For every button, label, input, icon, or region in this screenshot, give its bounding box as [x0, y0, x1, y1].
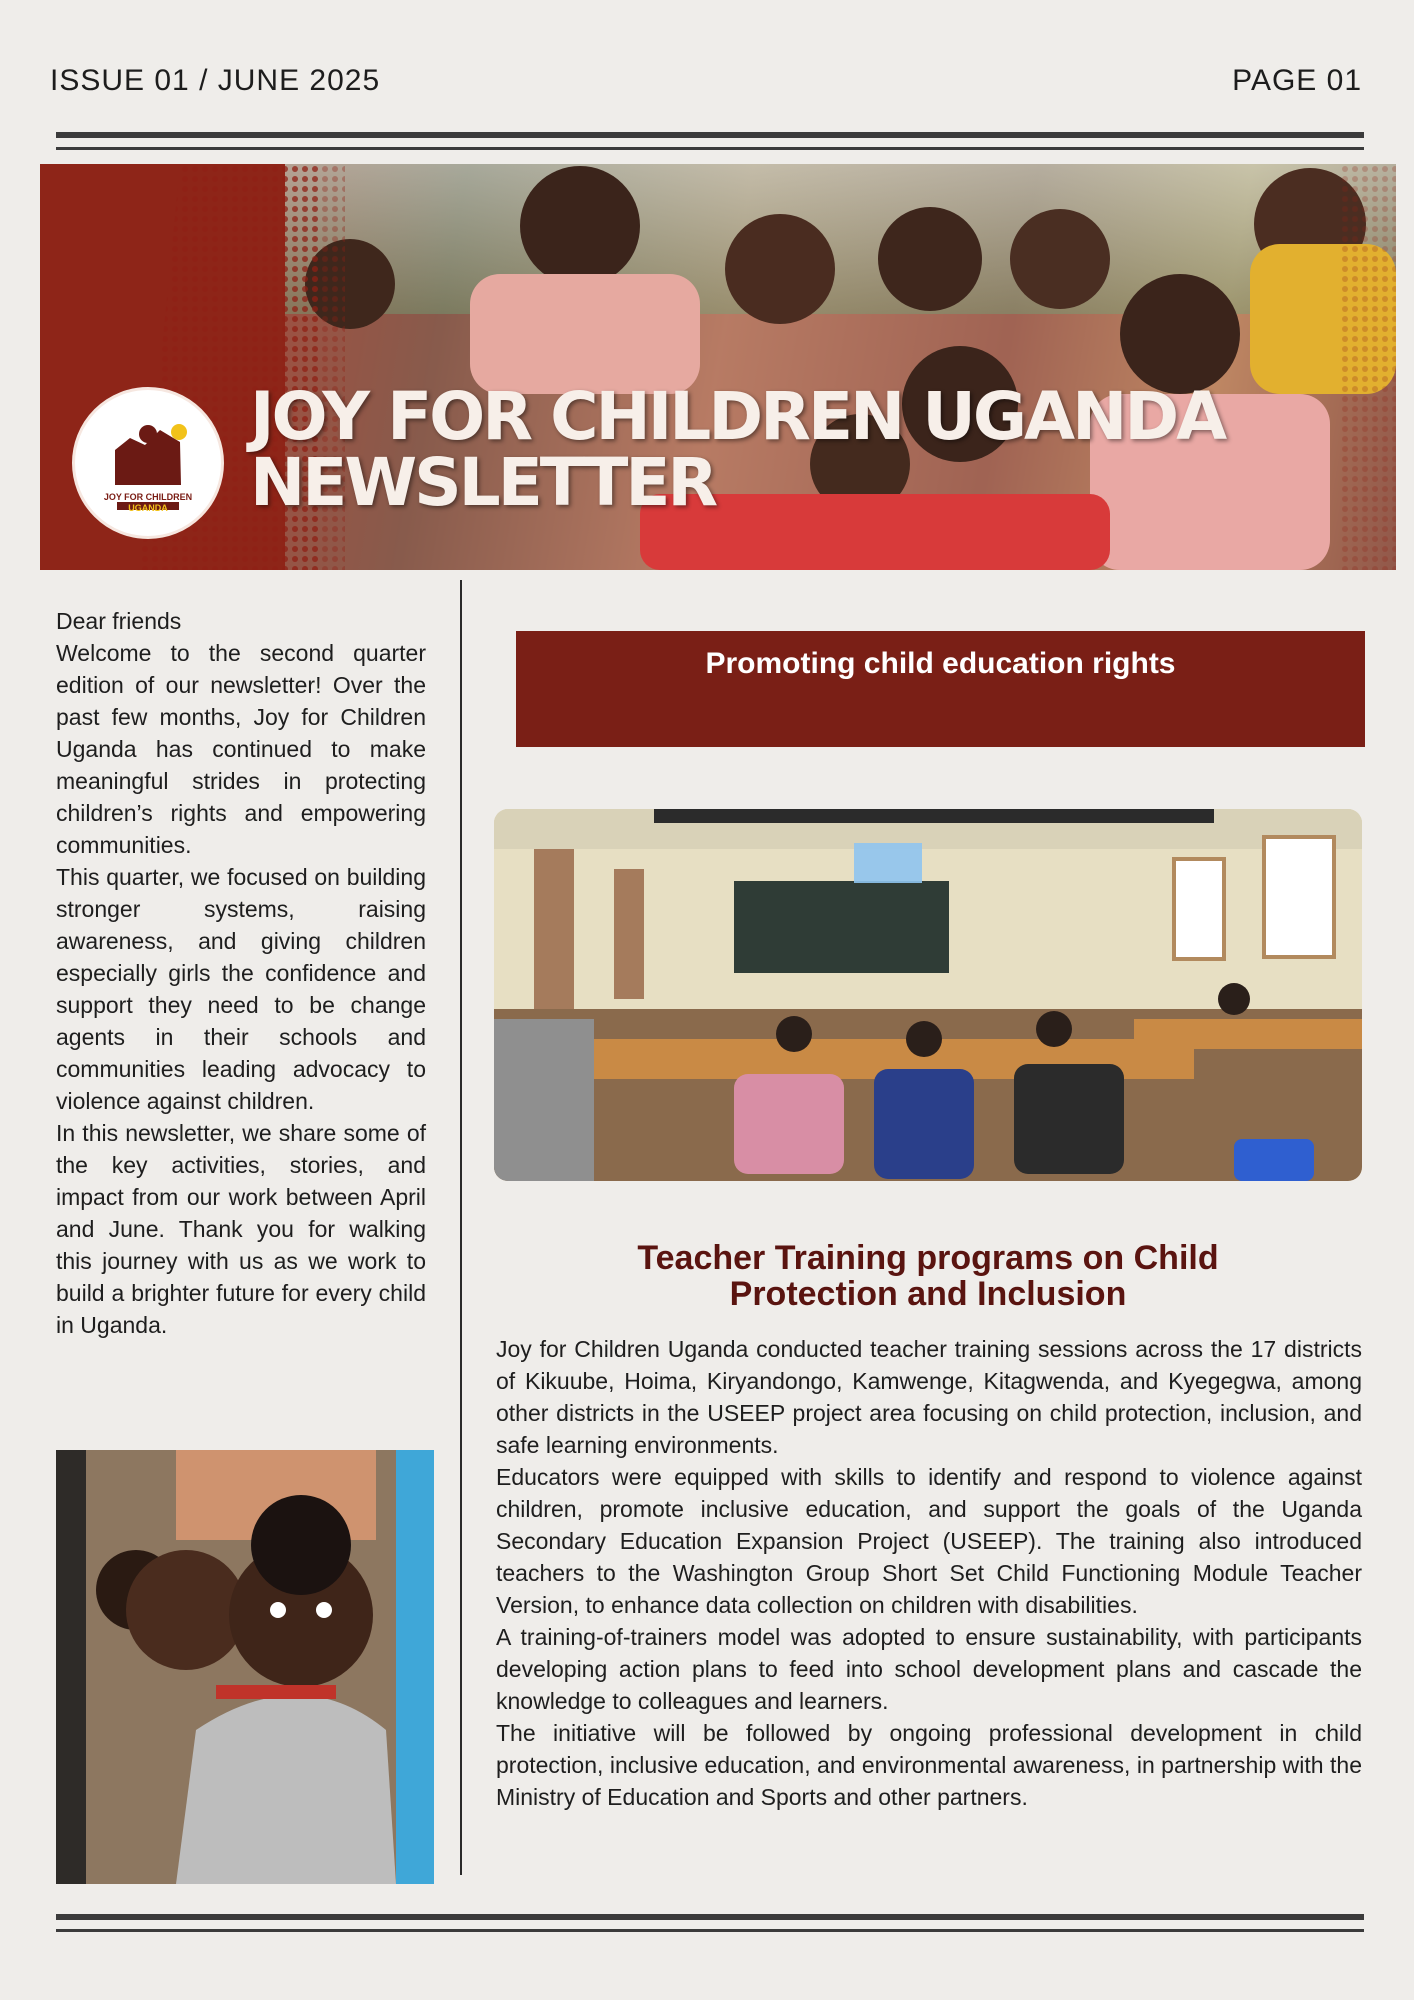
logo-text: JOY FOR CHILDREN [103, 492, 193, 502]
article-title-line2: Protection and Inclusion [729, 1275, 1127, 1313]
article-paragraph: The initiative will be followed by ongoing professional development in child protection, inclusive education, and environmental awareness, in partnership with the Ministry of Education and Sports and other partners. [496, 1720, 1362, 1810]
bottom-rule-thick [56, 1914, 1364, 1920]
column-divider [460, 580, 462, 1875]
organization-logo [72, 387, 224, 539]
article-title [494, 1240, 1362, 1312]
banner-title-line2: NEWSLETTER [250, 444, 716, 521]
top-rule-thin [56, 147, 1364, 150]
banner-title [250, 378, 1225, 521]
section-headline: Promoting child education rights [705, 647, 1176, 680]
banner [40, 164, 1396, 570]
section-headline-box [516, 631, 1365, 747]
classroom-photo-image [494, 809, 1362, 1181]
article-body [496, 1333, 1362, 1813]
logo-subtext: UGANDA [128, 503, 168, 513]
letter-paragraph: Welcome to the second quarter edition of our newsletter! Over the past few months, Joy for Children Uganda has continued to make meaningful strides in protecting children’s rights and empowering communities. [56, 640, 426, 858]
article-paragraph: A training-of-trainers model was adopted to ensure sustainability, with participants developing action plans to feed into school development plans and cascade the knowledge to colleagues and learners. [496, 1624, 1362, 1714]
article-title-line1: Teacher Training programs on Child [637, 1239, 1219, 1277]
logo-emblem-icon [75, 390, 221, 536]
page-number: PAGE 01 [1232, 64, 1362, 97]
banner-title-line1: JOY FOR CHILDREN UGANDA [250, 378, 1225, 455]
article-paragraph: Educators were equipped with skills to identify and respond to violence against children, promote inclusive education, and support the goals of the Uganda Secondary Education Expansion Project (USEEP). The training also introduced teachers to the Washington Group Short Set Child Functioning Module Teacher Version, to enhance data collection on children with disabilities. [496, 1464, 1362, 1618]
letter-greeting: Dear friends [56, 608, 182, 634]
classroom-photo [494, 809, 1362, 1181]
bottom-rule-thin [56, 1929, 1364, 1932]
issue-label: ISSUE 01 / JUNE 2025 [50, 64, 381, 97]
letter-paragraph: In this newsletter, we share some of the key activities, stories, and impact from our work between April and June. Thank you for walking this journey with us as we work to build a brighter future for every child in Uganda. [56, 1120, 426, 1338]
letter-paragraph: This quarter, we focused on building stronger systems, raising awareness, and giving children especially girls the confidence and support they need to be change agents in their schools and communities leading advocacy to violence against children. [56, 864, 426, 1114]
top-rule-thick [56, 132, 1364, 138]
welcome-letter [56, 605, 426, 1341]
article-paragraph: Joy for Children Uganda conducted teacher training sessions across the 17 districts of Kikuube, Hoima, Kiryandongo, Kamwenge, Kitagwenda, and Kyegegwa, among other districts in the USEEP project area focusing on child protection, inclusion, and safe learning environments. [496, 1336, 1362, 1458]
girls-photo [56, 1450, 434, 1884]
girls-photo-image [56, 1450, 434, 1884]
